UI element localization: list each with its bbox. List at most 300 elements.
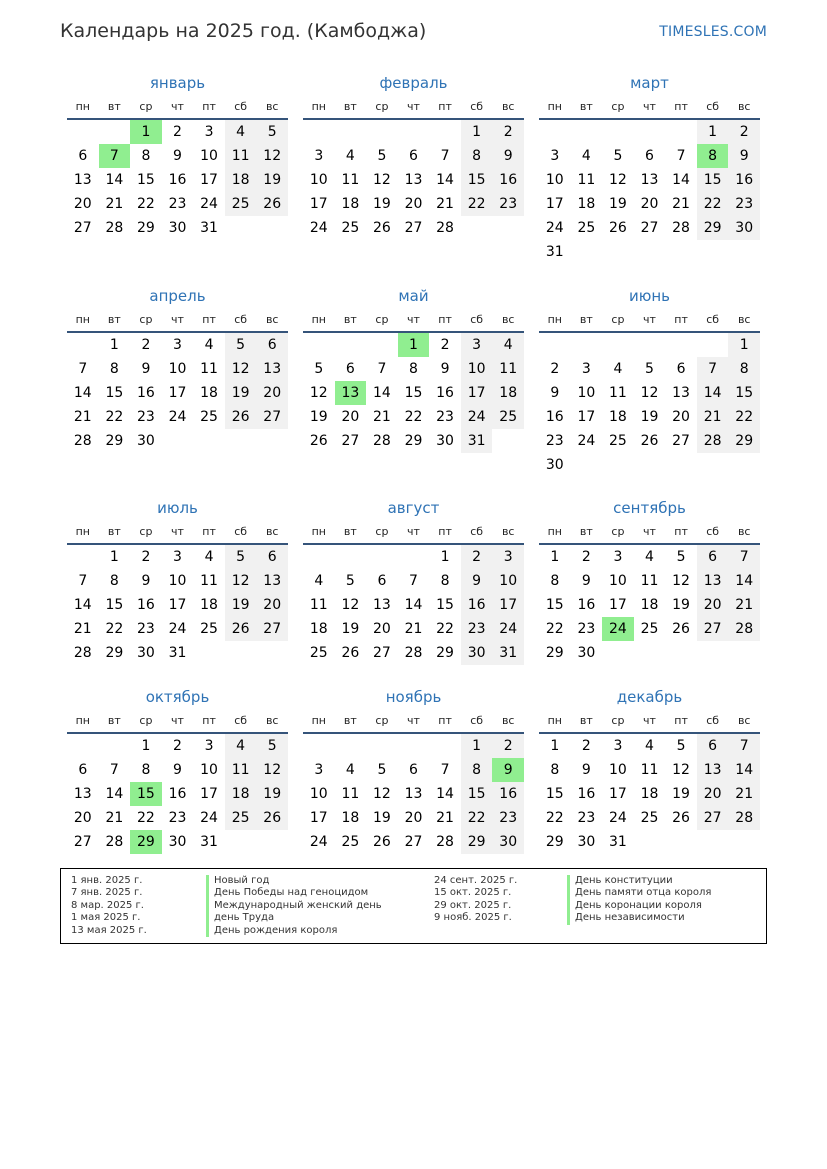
day-cell: 12 <box>225 569 257 593</box>
legend-holiday-name: День рождения короля <box>206 925 382 937</box>
day-cell: 4 <box>225 120 257 144</box>
day-cell: 6 <box>345 361 355 377</box>
day-cell: 20 <box>256 593 288 617</box>
day-cell: 9 <box>173 762 182 778</box>
weekday-header <box>303 710 524 734</box>
day-cell: 5 <box>676 738 686 754</box>
day-cell: 3 <box>492 545 524 569</box>
holiday-legend <box>60 868 767 944</box>
day-cell: 8 <box>461 758 493 782</box>
weekday-header <box>67 710 288 734</box>
day-cell: 30 <box>461 641 493 665</box>
day-cell: 14 <box>728 758 760 782</box>
weekday-label: ср <box>139 525 153 538</box>
day-cell: 25 <box>341 834 360 850</box>
day-cell: 10 <box>309 786 328 802</box>
empty-cell <box>602 120 634 144</box>
empty-cell <box>303 734 335 758</box>
day-cell: 28 <box>404 645 423 661</box>
month-block <box>303 684 524 854</box>
weekday-label: чт <box>171 525 184 538</box>
month-name: март <box>630 74 669 92</box>
holiday-day-cell: 9 <box>492 758 524 782</box>
holiday-day-cell: 15 <box>130 782 162 806</box>
weekday-label: пн <box>547 100 562 113</box>
legend-holiday-name: Новый год <box>206 875 382 887</box>
day-cell: 21 <box>73 409 92 425</box>
weekday-label: вт <box>107 525 121 538</box>
day-cell: 2 <box>141 549 151 565</box>
weekday-label: чт <box>643 714 656 727</box>
weekday-label: ср <box>611 525 625 538</box>
day-cell: 20 <box>256 381 288 405</box>
day-cell: 13 <box>697 758 729 782</box>
day-cell: 6 <box>676 361 686 377</box>
day-cell: 1 <box>440 549 450 565</box>
day-cell: 23 <box>137 621 155 637</box>
day-cell: 23 <box>492 192 524 216</box>
day-cell: 9 <box>550 385 560 401</box>
day-cell: 23 <box>461 617 493 641</box>
day-cell: 3 <box>173 549 182 565</box>
weekday-label: вс <box>265 525 279 538</box>
day-cell: 11 <box>640 573 659 589</box>
day-cell: 24 <box>461 405 493 429</box>
day-cell: 14 <box>73 597 92 613</box>
month-name: июнь <box>628 287 671 305</box>
day-cell: 11 <box>341 172 360 188</box>
day-cell: 5 <box>256 120 288 144</box>
day-cell: 4 <box>204 337 214 353</box>
weekday-label: ср <box>375 714 389 727</box>
day-cell: 6 <box>78 762 88 778</box>
day-cell: 30 <box>577 645 596 661</box>
day-cell: 16 <box>137 597 155 613</box>
day-cell: 3 <box>314 148 324 164</box>
day-cell: 4 <box>314 573 324 589</box>
day-grid <box>539 333 760 477</box>
day-cell: 23 <box>728 192 760 216</box>
day-cell: 29 <box>105 433 124 449</box>
day-cell: 10 <box>545 172 564 188</box>
weekday-label: пн <box>547 313 562 326</box>
day-cell: 12 <box>373 786 391 802</box>
month-block <box>539 70 760 264</box>
day-cell: 8 <box>109 573 119 589</box>
holiday-day-cell: 1 <box>130 120 162 144</box>
empty-cell <box>665 120 697 144</box>
day-cell: 6 <box>78 148 88 164</box>
weekday-label: ср <box>611 714 625 727</box>
weekday-label: чт <box>171 313 184 326</box>
day-cell: 28 <box>672 220 690 236</box>
weekday-label: пт <box>674 525 688 538</box>
weekday-label: пт <box>438 714 452 727</box>
day-cell: 23 <box>168 810 187 826</box>
weekday-label: вт <box>579 714 593 727</box>
day-cell: 11 <box>577 172 596 188</box>
day-cell: 30 <box>492 830 524 854</box>
day-cell: 16 <box>728 168 760 192</box>
day-cell: 22 <box>137 810 155 826</box>
day-cell: 22 <box>404 409 423 425</box>
legend-left-names <box>206 875 382 937</box>
day-cell: 20 <box>73 810 92 826</box>
day-cell: 14 <box>436 172 454 188</box>
day-cell: 26 <box>225 617 257 641</box>
weekday-label: ср <box>139 100 153 113</box>
day-cell: 23 <box>577 621 596 637</box>
day-cell: 15 <box>697 168 729 192</box>
weekday-label: пн <box>75 714 90 727</box>
day-cell: 15 <box>436 597 454 613</box>
day-cell: 30 <box>545 457 564 473</box>
day-cell: 21 <box>436 810 454 826</box>
day-cell: 21 <box>672 196 690 212</box>
day-cell: 2 <box>728 120 760 144</box>
weekday-label: сб <box>470 313 484 326</box>
day-cell: 15 <box>461 168 493 192</box>
day-cell: 22 <box>436 621 454 637</box>
weekday-label: ср <box>611 100 625 113</box>
day-cell: 4 <box>645 549 654 565</box>
legend-date: 13 мая 2025 г. <box>71 924 147 936</box>
empty-cell <box>67 545 99 569</box>
day-cell: 27 <box>672 433 690 449</box>
legend-left-dates <box>71 875 147 937</box>
weekday-label: вс <box>501 714 515 727</box>
day-cell: 30 <box>577 834 596 850</box>
day-cell: 21 <box>105 810 124 826</box>
day-cell: 11 <box>225 758 257 782</box>
day-cell: 2 <box>550 361 560 377</box>
day-cell: 17 <box>461 381 493 405</box>
day-cell: 9 <box>141 573 151 589</box>
day-cell: 6 <box>256 333 288 357</box>
empty-cell <box>335 734 367 758</box>
day-cell: 7 <box>78 361 88 377</box>
day-cell: 31 <box>200 834 218 850</box>
month-block <box>67 495 288 665</box>
weekday-label: вт <box>107 714 121 727</box>
day-cell: 18 <box>309 621 328 637</box>
day-cell: 13 <box>672 385 690 401</box>
empty-cell <box>366 545 398 569</box>
day-cell: 29 <box>404 433 423 449</box>
day-cell: 1 <box>109 549 119 565</box>
day-cell: 29 <box>137 220 155 236</box>
weekday-label: сб <box>706 714 720 727</box>
weekday-label: пт <box>674 313 688 326</box>
weekday-header <box>539 521 760 545</box>
day-cell: 20 <box>697 782 729 806</box>
legend-holiday-name: День независимости <box>567 912 711 924</box>
day-cell: 3 <box>581 361 591 377</box>
day-cell: 8 <box>440 573 450 589</box>
weekday-label: пт <box>674 100 688 113</box>
day-cell: 30 <box>168 220 187 236</box>
day-cell: 19 <box>373 810 391 826</box>
day-cell: 4 <box>345 148 355 164</box>
legend-holiday-name: день Труда <box>206 912 382 924</box>
day-cell: 23 <box>577 810 596 826</box>
day-cell: 23 <box>545 433 564 449</box>
day-cell: 10 <box>577 385 596 401</box>
day-cell: 8 <box>550 573 560 589</box>
day-cell: 22 <box>461 806 493 830</box>
day-cell: 31 <box>168 645 187 661</box>
holiday-day-cell: 24 <box>602 617 634 641</box>
day-cell: 7 <box>78 573 88 589</box>
weekday-label: вс <box>501 100 515 113</box>
day-cell: 28 <box>728 617 760 641</box>
day-cell: 12 <box>341 597 360 613</box>
day-cell: 13 <box>404 172 423 188</box>
day-cell: 19 <box>225 593 257 617</box>
day-cell: 1 <box>461 120 493 144</box>
day-cell: 18 <box>492 381 524 405</box>
day-cell: 26 <box>373 834 391 850</box>
day-cell: 9 <box>173 148 182 164</box>
day-cell: 29 <box>461 830 493 854</box>
day-cell: 13 <box>73 172 92 188</box>
empty-cell <box>571 120 603 144</box>
day-cell: 24 <box>309 220 328 236</box>
weekday-header <box>67 309 288 333</box>
weekday-label: сб <box>470 714 484 727</box>
day-cell: 31 <box>492 641 524 665</box>
weekday-label: пт <box>202 714 216 727</box>
day-cell: 7 <box>728 545 760 569</box>
day-cell: 28 <box>436 834 454 850</box>
day-cell: 12 <box>672 762 690 778</box>
day-cell: 28 <box>697 429 729 453</box>
day-cell: 2 <box>173 124 182 140</box>
day-cell: 24 <box>609 810 627 826</box>
day-grid <box>539 545 760 665</box>
month-name: январь <box>149 74 206 92</box>
day-cell: 30 <box>436 433 454 449</box>
day-cell: 25 <box>577 220 596 236</box>
day-cell: 24 <box>168 621 187 637</box>
day-cell: 17 <box>577 409 596 425</box>
day-cell: 6 <box>697 734 729 758</box>
day-cell: 22 <box>105 409 124 425</box>
day-cell: 3 <box>204 738 214 754</box>
day-cell: 5 <box>377 148 387 164</box>
day-cell: 12 <box>256 758 288 782</box>
day-cell: 8 <box>409 361 418 377</box>
day-cell: 17 <box>309 196 328 212</box>
day-cell: 28 <box>373 433 391 449</box>
weekday-label: пн <box>311 525 326 538</box>
day-cell: 22 <box>105 621 124 637</box>
day-cell: 18 <box>200 385 218 401</box>
day-cell: 26 <box>373 220 391 236</box>
day-cell: 24 <box>200 810 218 826</box>
day-cell: 15 <box>545 786 564 802</box>
day-cell: 26 <box>341 645 360 661</box>
day-cell: 25 <box>492 405 524 429</box>
day-cell: 29 <box>545 834 564 850</box>
weekday-label: пт <box>202 313 216 326</box>
day-cell: 13 <box>697 569 729 593</box>
day-cell: 10 <box>492 569 524 593</box>
day-cell: 18 <box>609 409 627 425</box>
day-cell: 11 <box>225 144 257 168</box>
day-cell: 29 <box>436 645 454 661</box>
empty-cell <box>99 120 131 144</box>
day-cell: 20 <box>73 196 92 212</box>
day-cell: 6 <box>697 545 729 569</box>
day-cell: 19 <box>225 381 257 405</box>
day-cell: 9 <box>440 361 450 377</box>
weekday-label: сб <box>706 100 720 113</box>
day-grid <box>539 734 760 854</box>
day-cell: 2 <box>141 337 151 353</box>
day-grid <box>303 545 524 665</box>
day-cell: 28 <box>728 806 760 830</box>
month-name: апрель <box>149 287 206 305</box>
day-cell: 12 <box>373 172 391 188</box>
day-cell: 26 <box>640 433 659 449</box>
empty-cell <box>602 333 634 357</box>
day-cell: 23 <box>436 409 454 425</box>
day-cell: 11 <box>492 357 524 381</box>
day-cell: 20 <box>697 593 729 617</box>
day-cell: 26 <box>609 220 627 236</box>
day-cell: 24 <box>168 409 187 425</box>
day-cell: 26 <box>256 806 288 830</box>
day-cell: 5 <box>314 361 324 377</box>
day-cell: 17 <box>492 593 524 617</box>
weekday-header <box>539 710 760 734</box>
weekday-label: чт <box>407 525 420 538</box>
empty-cell <box>697 333 729 357</box>
day-cell: 18 <box>341 810 360 826</box>
day-cell: 26 <box>225 405 257 429</box>
weekday-header <box>539 96 760 120</box>
day-cell: 19 <box>373 196 391 212</box>
day-cell: 4 <box>225 734 257 758</box>
day-grid <box>303 734 524 854</box>
day-cell: 22 <box>461 192 493 216</box>
day-cell: 3 <box>314 762 324 778</box>
day-cell: 23 <box>492 806 524 830</box>
day-cell: 10 <box>200 148 218 164</box>
day-cell: 25 <box>225 192 257 216</box>
weekday-label: пт <box>438 313 452 326</box>
day-cell: 25 <box>200 409 218 425</box>
empty-cell <box>99 734 131 758</box>
day-cell: 1 <box>109 337 119 353</box>
day-cell: 8 <box>141 762 151 778</box>
weekday-label: пн <box>547 714 562 727</box>
day-cell: 13 <box>256 357 288 381</box>
day-cell: 5 <box>377 762 387 778</box>
weekday-label: пн <box>311 714 326 727</box>
day-cell: 21 <box>73 621 92 637</box>
day-cell: 8 <box>109 361 119 377</box>
weekday-header <box>303 521 524 545</box>
day-cell: 13 <box>256 569 288 593</box>
day-cell: 12 <box>609 172 627 188</box>
month-name: сентябрь <box>613 499 686 517</box>
weekday-label: пт <box>202 100 216 113</box>
day-cell: 31 <box>200 220 218 236</box>
day-cell: 1 <box>550 738 560 754</box>
weekday-label: пн <box>547 525 562 538</box>
day-cell: 27 <box>404 834 423 850</box>
weekday-label: ср <box>375 525 389 538</box>
day-cell: 28 <box>436 220 454 236</box>
weekday-label: сб <box>706 525 720 538</box>
empty-cell <box>665 333 697 357</box>
day-cell: 14 <box>105 172 124 188</box>
month-block <box>303 283 524 453</box>
day-cell: 6 <box>256 545 288 569</box>
site-link[interactable]: TIMESLES.COM <box>659 24 767 40</box>
weekday-label: сб <box>234 525 248 538</box>
day-cell: 3 <box>204 124 214 140</box>
legend-date: 7 янв. 2025 г. <box>71 887 143 899</box>
day-cell: 5 <box>345 573 355 589</box>
weekday-header <box>67 521 288 545</box>
weekday-label: пн <box>75 100 90 113</box>
day-cell: 19 <box>256 168 288 192</box>
weekday-label: пт <box>674 714 688 727</box>
page-title: Календарь на 2025 год. (Камбоджа) <box>60 20 427 42</box>
weekday-label: вт <box>107 313 121 326</box>
day-cell: 21 <box>436 196 454 212</box>
month-name: август <box>387 499 440 517</box>
legend-date: 29 окт. 2025 г. <box>434 899 512 911</box>
day-cell: 15 <box>105 385 124 401</box>
day-cell: 14 <box>105 786 124 802</box>
day-cell: 22 <box>697 192 729 216</box>
legend-right-names <box>567 875 711 925</box>
month-name: ноябрь <box>385 688 442 706</box>
day-cell: 17 <box>545 196 564 212</box>
day-cell: 27 <box>697 806 729 830</box>
day-cell: 16 <box>545 409 564 425</box>
day-cell: 4 <box>492 333 524 357</box>
day-cell: 2 <box>461 545 493 569</box>
day-cell: 7 <box>377 361 387 377</box>
day-cell: 30 <box>137 645 155 661</box>
weekday-label: сб <box>234 714 248 727</box>
day-cell: 18 <box>225 168 257 192</box>
weekday-label: вс <box>265 100 279 113</box>
day-cell: 20 <box>373 621 391 637</box>
day-cell: 23 <box>168 196 187 212</box>
day-cell: 15 <box>461 782 493 806</box>
month-block <box>539 684 760 854</box>
day-cell: 9 <box>581 762 591 778</box>
day-cell: 20 <box>341 409 360 425</box>
day-cell: 27 <box>256 617 288 641</box>
day-cell: 7 <box>728 734 760 758</box>
legend-date: 15 окт. 2025 г. <box>434 887 512 899</box>
weekday-label: сб <box>470 100 484 113</box>
day-cell: 9 <box>141 361 151 377</box>
weekday-label: чт <box>171 714 184 727</box>
day-cell: 13 <box>404 786 423 802</box>
holiday-day-cell: 13 <box>335 381 367 405</box>
day-cell: 27 <box>404 220 423 236</box>
day-cell: 26 <box>309 433 328 449</box>
day-cell: 2 <box>581 738 591 754</box>
